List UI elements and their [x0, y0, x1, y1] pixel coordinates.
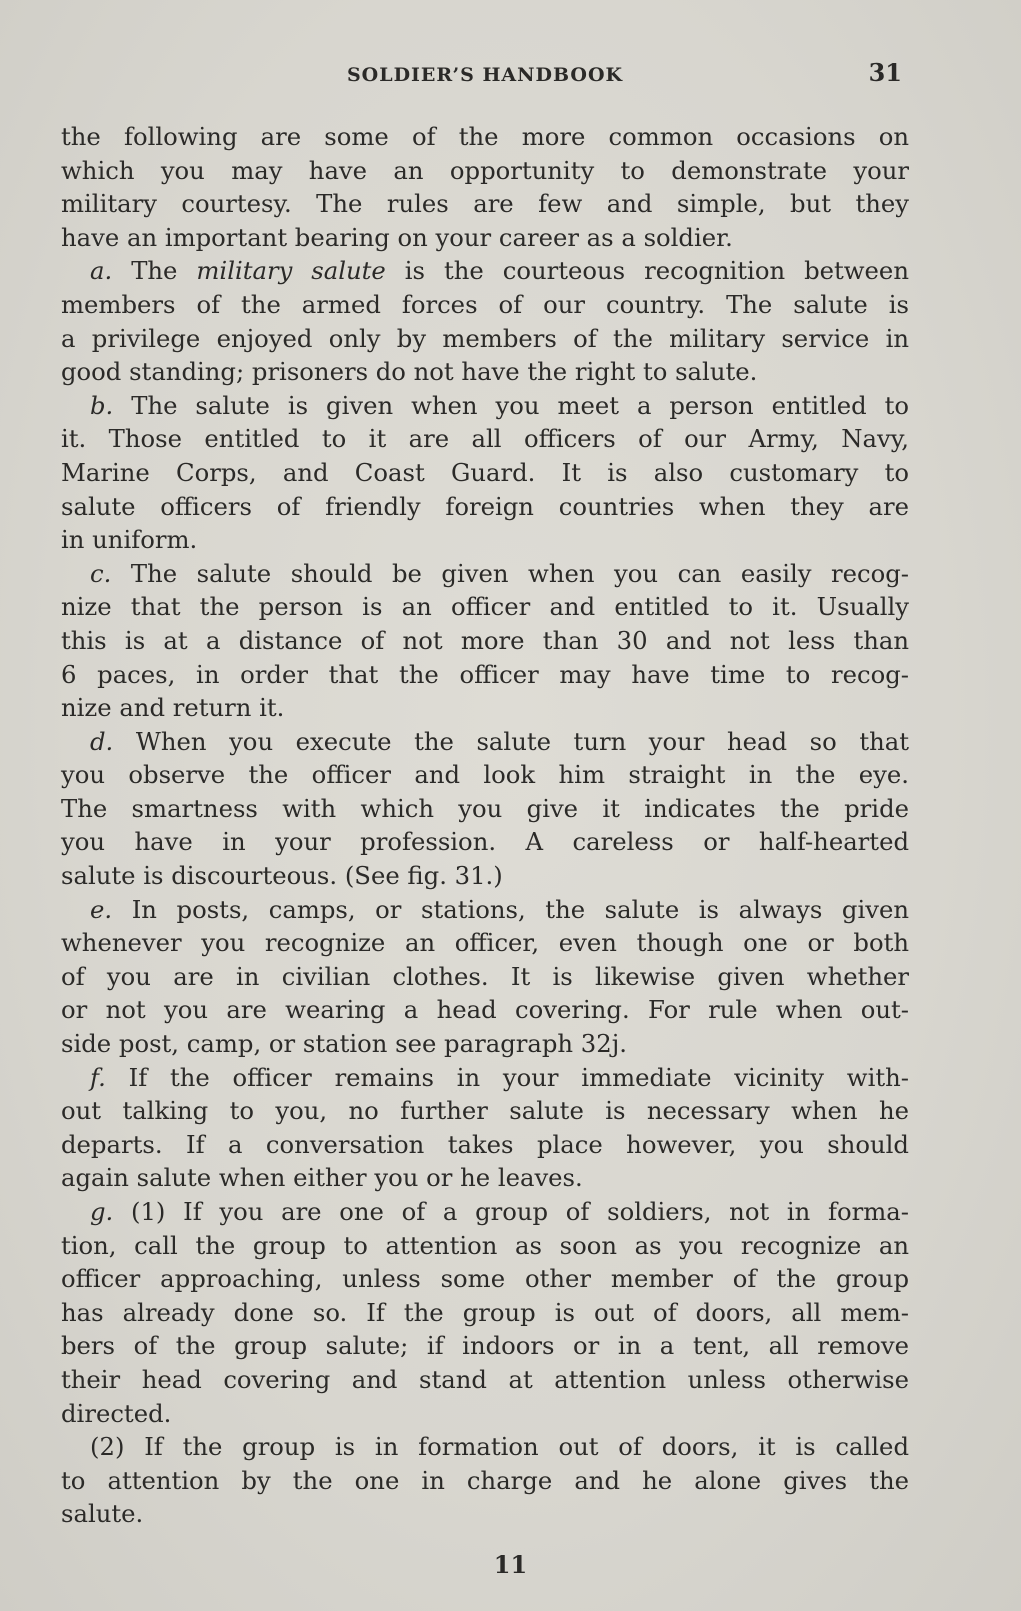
- text-fragment: (1) If you are one of a group of soldiers, not in forma-: [130, 1197, 909, 1226]
- text-line: officer approaching, unless some other member of the group: [61, 1264, 909, 1294]
- text-line: good standing; prisoners do not have the right to salute.: [61, 357, 758, 387]
- paragraph-e-last-line: [61, 1027, 909, 1061]
- text-fragment: The: [131, 256, 178, 286]
- text-line: departs. If a conversation takes place however, you should: [61, 1129, 909, 1159]
- text-line: bers of the group salute; if indoors or in a tent, all remove: [61, 1331, 909, 1361]
- text-line: tion, call the group to attention as soon as you recognize an: [61, 1230, 909, 1260]
- text-line: you observe the officer and look him straight in the eye.: [61, 760, 909, 790]
- text-line: salute officers of friendly foreign countries when they are: [61, 491, 909, 521]
- text-fragment: The salute should be given when you can easily recog-: [130, 558, 909, 588]
- item-letter-b: b.: [90, 390, 114, 420]
- text-line: salute is discourteous. (See fig. 31.): [61, 861, 503, 891]
- item-letter-g: g.: [90, 1197, 114, 1226]
- text-line: (2) If the group is in formation out of doors, it is called: [90, 1432, 909, 1462]
- text-line: salute.: [61, 1499, 144, 1529]
- paragraph-d-first-line: [61, 725, 909, 759]
- item-letter-e: e.: [90, 894, 113, 924]
- sheet-number: 11: [493, 1550, 528, 1579]
- paragraph-b-first-line: [61, 389, 909, 423]
- text-line: the following are some of the more common occasions on: [61, 122, 909, 151]
- paragraph-g-first-line: [61, 1195, 909, 1229]
- text-line: it. Those entitled to it are all officers of our Army, Navy,: [61, 424, 909, 454]
- text-line: or not you are wearing a head covering. For rule when out-: [61, 995, 909, 1025]
- text-line: military courtesy. The rules are few and simple, but they: [61, 189, 909, 219]
- text-line: directed.: [61, 1398, 172, 1428]
- paragraph-c-first-line: [61, 557, 909, 591]
- text-fragment: The salute is given when you meet a person entitled to: [131, 390, 909, 420]
- text-line: a privilege enjoyed only by members of the military service in: [61, 323, 909, 353]
- text-fragment: In posts, camps, or stations, the salute is always given: [131, 894, 909, 924]
- paragraph-reference: 32j.: [580, 1029, 627, 1059]
- text-fragment: side post, camp, or station see paragraph: [61, 1029, 574, 1059]
- item-letter-a: a.: [90, 256, 113, 286]
- text-line: their head covering and stand at attention unless otherwise: [61, 1364, 909, 1394]
- item-letter-c: c.: [90, 558, 112, 588]
- page-header: [62, 58, 908, 92]
- text-line: you have in your profession. A careless or half-hearted: [61, 827, 909, 857]
- text-line: which you may have an opportunity to demonstrate your: [61, 155, 909, 185]
- item-letter-f: f.: [90, 1062, 106, 1092]
- text-fragment: If the officer remains in your immediate vicinity with-: [128, 1062, 909, 1092]
- text-line: Marine Corps, and Coast Guard. It is also customary to: [61, 457, 909, 487]
- page-number: 31: [868, 58, 902, 87]
- text-line: have an important bearing on your career as a soldier.: [61, 222, 733, 252]
- text-line: out talking to you, no further salute is necessary when he: [61, 1096, 909, 1126]
- term-military-salute: military salute: [196, 256, 386, 286]
- paragraph-e-first-line: [61, 893, 909, 927]
- running-title: SOLDIER’S HANDBOOK: [346, 64, 624, 86]
- text-line: this is at a distance of not more than 30 and not less than: [61, 625, 909, 655]
- text-line: The smartness with which you give it indicates the pride: [61, 793, 909, 823]
- text-line: nize that the person is an officer and entitled to it. Usually: [61, 592, 909, 622]
- text-line: whenever you recognize an officer, even though one or both: [61, 928, 909, 958]
- text-line: to attention by the one in charge and he alone gives the: [61, 1465, 909, 1495]
- text-line: members of the armed forces of our country. The salute is: [61, 289, 909, 319]
- text-line: in uniform.: [61, 525, 198, 555]
- text-fragment: When you execute the salute turn your head so that: [135, 726, 909, 756]
- text-line: has already done so. If the group is out of doors, all mem-: [61, 1297, 909, 1327]
- item-letter-d: d.: [90, 726, 114, 756]
- paragraph-a-first-line: [61, 254, 909, 288]
- paragraph-f-first-line: [61, 1061, 909, 1095]
- text-fragment: is the courteous recognition between: [404, 256, 909, 286]
- text-line: of you are in civilian clothes. It is likewise given whether: [61, 961, 909, 991]
- text-line: again salute when either you or he leaves.: [61, 1163, 583, 1193]
- text-line: nize and return it.: [61, 693, 285, 723]
- body-text: [61, 120, 909, 1531]
- text-line: 6 paces, in order that the officer may have time to recog-: [61, 659, 909, 689]
